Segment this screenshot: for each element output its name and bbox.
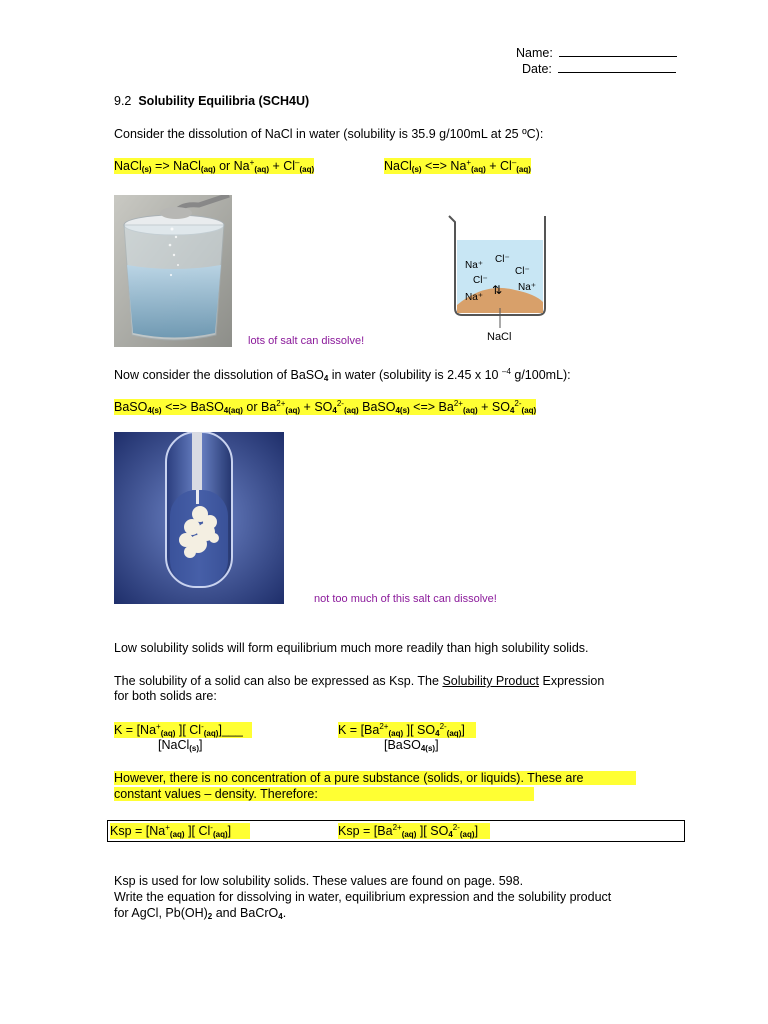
k-left-num: $K = [Na^+_{(aq)}$ ][ $Cl^-_{(aq)}]\_\_\_$ [114,722,252,738]
ion-label: Cl⁻ [515,266,530,277]
name-label: Name: [516,46,553,60]
final-line1: Ksp is used for low solubility solids. These values are found on page. 598. [114,874,524,888]
k-right-num: $K = [Ba^{2+}_{(aq)}$ ][ $SO_4^{2-}_{(aq)}$] [338,722,476,738]
k-right-den: [BaSO$_{4(s)}$] [384,738,439,753]
date-row [522,62,676,76]
ion-label: Na⁺ [465,292,484,303]
ion-label: Na⁺ [465,260,484,271]
however-line1: However, there is no concentration of a pure substance (solids, or liquids). These are [114,771,636,785]
salt-glass-photo [114,195,232,347]
beaker-label: NaCl [487,331,512,343]
k-left-den: [NaCl$_{(s)}$] [158,738,203,753]
eq-nacl-right: NaCl$_{(s)}$ <=> $Na^+_{(aq)} + Cl^-_{(aq)}$ [384,158,531,174]
para-ksp: The solubility of a solid can also be expressed as Ksp. The Solubility Product Expression [114,674,605,688]
final-line3: for AgCl, $Pb(OH)_2$ and BaCrO$_4$. [114,906,287,921]
ion-label: Cl⁻ [495,254,510,265]
eq-baso4: BaSO$_{4(s)}$ <=> BaSO$_{4(aq)}$ or $Ba^{2+}_{(aq)} + SO_4^{2-}_{(aq)}$ BaSO$_{4(s)}$ <=> $Ba^{2+}_{(aq)} + SO_4^{2-}_{(aq)}$ [114,399,537,415]
title-text: Solubility Equilibria (SCH4U) [138,94,310,108]
ksp-left: Ksp = [$Na^+_{(aq)}$ ][ $Cl^-_{(aq)}$] [110,823,250,839]
intro-baso4: Now consider the dissolution of BaSO$_4$ in water (solubility is 2.45 x 10 $^{-4}$ g/100mL): [114,367,571,383]
para-low-solubility: Low solubility solids will form equilibrium much more readily than high solubility solids. [114,641,589,655]
date-label: Date: [522,62,552,76]
test-tube-photo [114,432,284,604]
final-line2: Write the equation for dissolving in water, equilibrium expression and the solubility product [114,890,612,904]
ion-label: Na⁺ [518,282,537,293]
name-blank[interactable] [559,46,677,57]
date-blank[interactable] [558,62,676,73]
ion-label: Cl⁻ [473,275,488,286]
ksp-right: Ksp = [$Ba^{2+}_{(aq)}$ ][ $SO_4^{2-}_{(aq)}$] [338,823,490,839]
caption-baso4: not too much of this salt can dissolve! [314,593,497,605]
equilibrium-arrow-icon: ⇅ [492,283,503,297]
para-ksp-line2: for both solids are: [114,689,217,703]
beaker-diagram [445,210,555,345]
intro-nacl: Consider the dissolution of NaCl in water (solubility is 35.9 g/100mL at 25 ºC): [114,127,544,141]
title-number: 9.2 [114,94,132,108]
however-line2: constant values – density. Therefore: [114,787,534,801]
eq-nacl-left: NaCl$_{(s)}$ => NaCl$_{(aq)}$ or $Na^+_{(aq)} + Cl^-_{(aq)}$ [114,158,315,174]
page-title [114,94,309,108]
caption-nacl: lots of salt can dissolve! [248,335,365,347]
name-row [516,46,677,60]
